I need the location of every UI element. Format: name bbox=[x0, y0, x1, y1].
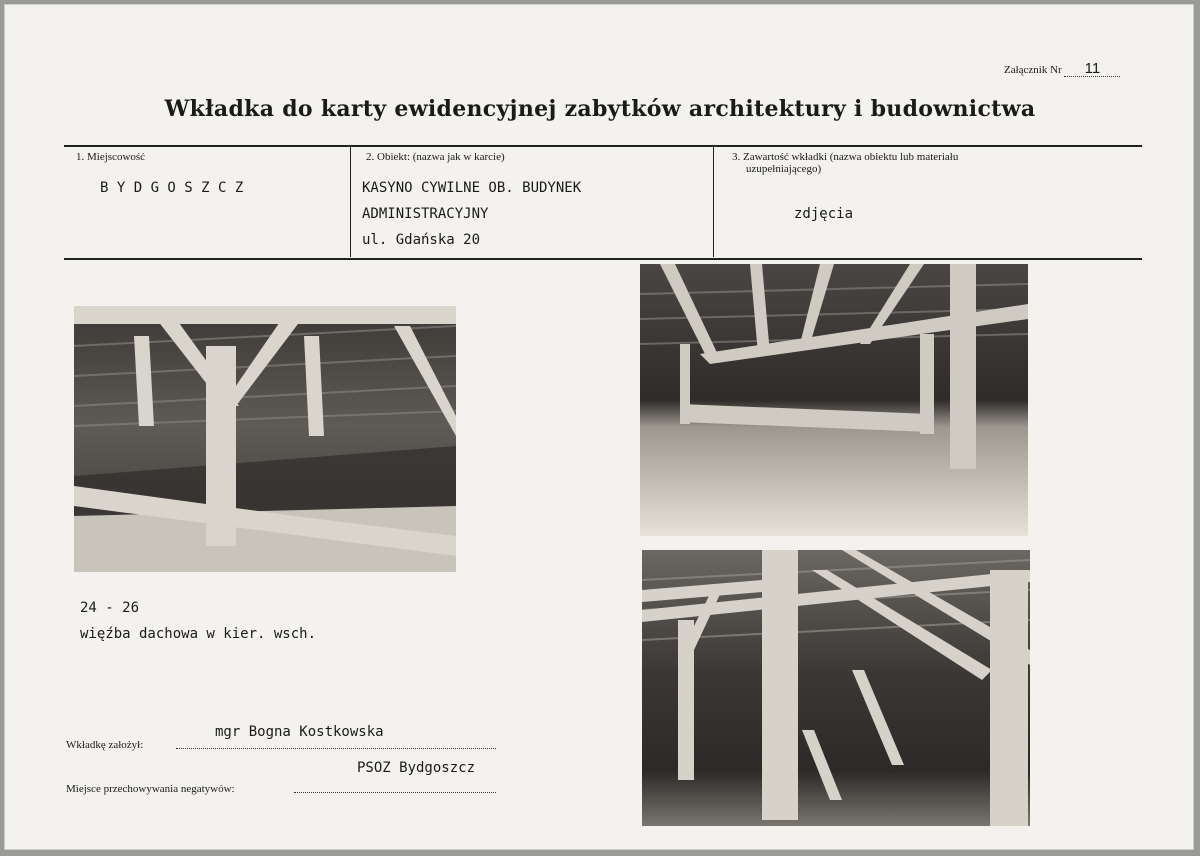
locality-label: 1. Miejscowość bbox=[76, 151, 146, 163]
photo-24 bbox=[74, 306, 456, 572]
annex-number bbox=[1004, 62, 1120, 77]
photo-25-image bbox=[640, 264, 1028, 536]
annex-label: Załącznik Nr bbox=[1004, 64, 1062, 76]
photo-description: więźba dachowa w kier. wsch. bbox=[80, 626, 317, 642]
object-line-2: ADMINISTRACYJNY bbox=[362, 206, 489, 222]
created-by-value: mgr Bogna Kostkowska bbox=[215, 724, 384, 740]
content-value: zdjęcia bbox=[794, 206, 854, 222]
column-divider-1 bbox=[350, 145, 351, 257]
content-label-line-2: uzupełniającego) bbox=[746, 163, 822, 175]
bottom-rule bbox=[64, 258, 1142, 260]
photo-26-image bbox=[642, 550, 1030, 826]
object-line-1: KASYNO CYWILNE OB. BUDYNEK bbox=[362, 180, 582, 196]
photo-25 bbox=[640, 264, 1028, 536]
column-divider-2 bbox=[713, 145, 714, 257]
photo-26 bbox=[642, 550, 1030, 826]
created-by-line bbox=[176, 748, 496, 749]
photo-24-image bbox=[74, 306, 456, 572]
storage-line bbox=[294, 792, 496, 793]
created-by-label: Wkładkę założył: bbox=[66, 739, 144, 751]
top-rule bbox=[64, 145, 1142, 147]
storage-label: Miejsce przechowywania negatywów: bbox=[66, 783, 235, 795]
annex-number-value: 11 bbox=[1064, 62, 1120, 77]
content-label-line-1: 3. Zawartość wkładki (nazwa obiektu lub materiału bbox=[732, 151, 959, 163]
photo-numbers: 24 - 26 bbox=[80, 600, 140, 616]
page-title: Wkładka do karty ewidencyjnej zabytków architektury i budownictwa bbox=[164, 96, 1036, 122]
object-label: 2. Obiekt: (nazwa jak w karcie) bbox=[366, 151, 505, 163]
locality-value: B Y D G O S Z C Z bbox=[100, 180, 244, 196]
object-line-3: ul. Gdańska 20 bbox=[362, 232, 481, 248]
storage-value: PSOZ Bydgoszcz bbox=[357, 760, 476, 776]
